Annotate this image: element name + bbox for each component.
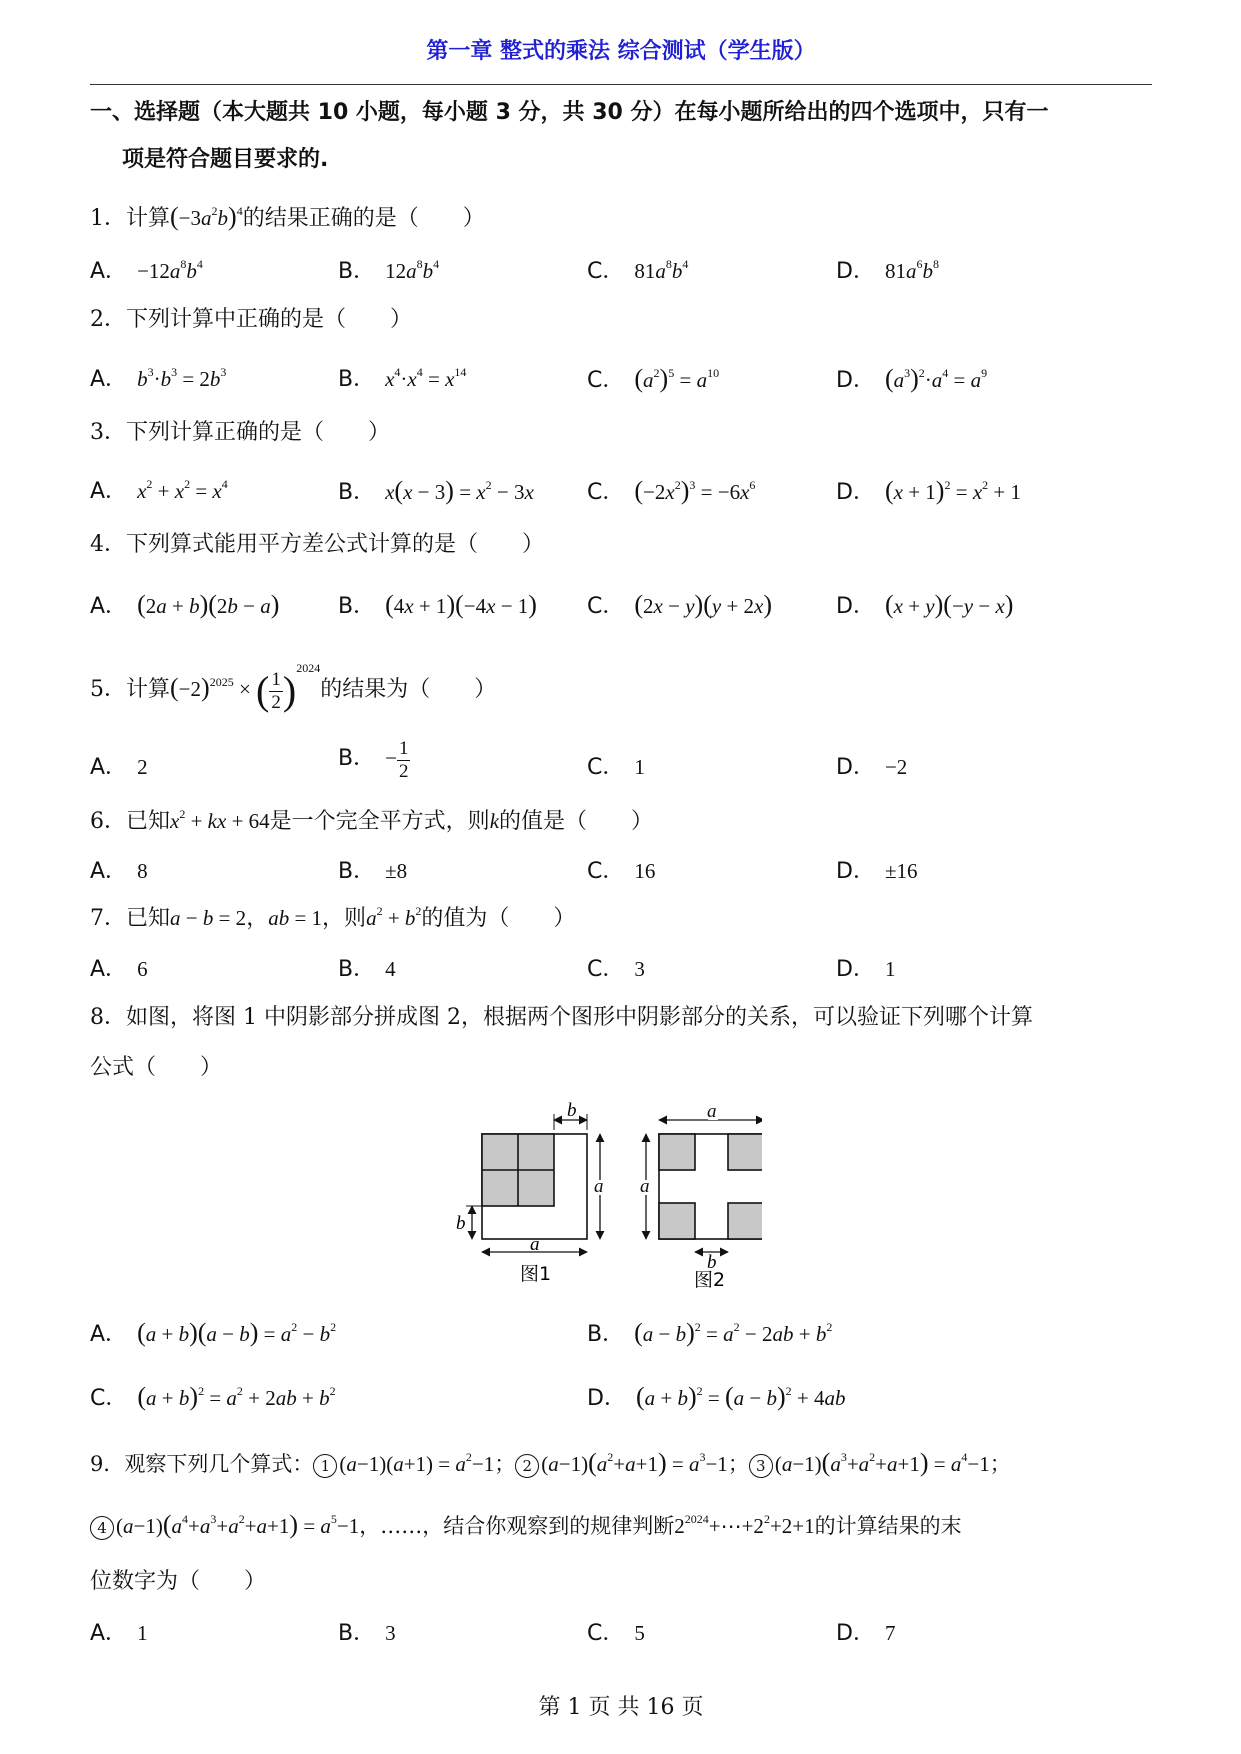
- question-7-stem: 7．已知a − b = 2，ab = 1，则$a^2 + b^2$的值为（ ）: [90, 904, 576, 931]
- q5-option-d[interactable]: D． −2: [836, 755, 908, 780]
- q4-option-c[interactable]: C． (2x − y)(y + 2x): [587, 590, 773, 619]
- document-title: 第一章 整式的乘法 综合测试（学生版）: [426, 39, 816, 64]
- question-9-stem-line3: 位数字为（ ）: [90, 1569, 267, 1594]
- q8-figure: [432, 1100, 762, 1290]
- q4-option-d[interactable]: D． (x + y)(−y − x): [836, 590, 1014, 619]
- q7-option-c[interactable]: C． 3: [587, 957, 645, 982]
- q1-option-c[interactable]: C． $81a^8b^4$: [587, 257, 689, 284]
- fig2-label-a-left: a: [640, 1176, 650, 1197]
- q2-option-c[interactable]: C． $(a^2)^5 = a^{10}$: [587, 364, 720, 393]
- figure-2: [640, 1101, 762, 1290]
- question-1-stem: 1．计算$(-3a^2b)^4$的结果正确的是（ ）: [90, 202, 485, 231]
- q1-option-d[interactable]: D． $81a^6b^8$: [836, 257, 939, 284]
- fig1-label-a-bottom: a: [530, 1234, 540, 1255]
- q8-option-c[interactable]: C． $(a + b)^2 = a^2 + 2ab + b^2$: [90, 1382, 336, 1411]
- q2-option-d[interactable]: D． $(a^3)^2\cdot a^4 = a^9$: [836, 364, 988, 393]
- q9-option-b[interactable]: B． 3: [338, 1621, 396, 1646]
- q5-option-a[interactable]: A． 2: [90, 755, 148, 780]
- question-5-stem: 5．计算$(-2)^{2025}$ × ( $\frac{1}{2}$ )$^{2024}$的结果为（ ）: [90, 661, 497, 714]
- q6-option-d[interactable]: D． ±16: [836, 859, 918, 884]
- q7-option-a[interactable]: A． 6: [90, 957, 148, 982]
- question-8-stem-line2: 公式（ ）: [90, 1055, 223, 1080]
- question-4-stem: 4．下列算式能用平方差公式计算的是（ ）: [90, 532, 544, 557]
- figure-1: [456, 1100, 604, 1285]
- q3-option-c[interactable]: C． $(-2x^2)^3 = -6x^6$: [587, 476, 756, 505]
- question-9-stem-line1: 9．观察下列几个算式： 1 $(a-1)(a+1) = a^2-1$； 2 $(a-1)(a^2+a+1) = a^3-1$； 3 $(a-1)(a^3+a^2+a+1) = a^4-1$；: [90, 1448, 1011, 1477]
- fig1-caption: 图1: [520, 1263, 552, 1285]
- question-6-stem: 6．已知$x^2$ + kx + 64是一个完全平方式，则k的值是（ ）: [90, 807, 654, 834]
- q7-option-d[interactable]: D． 1: [836, 957, 896, 982]
- question-9-stem-line2: 4 $(a-1)(a^4+a^3+a^2+a+1) = a^5-1$，……，结合你观察到的规律判断$2^{2024}+\cdots+2^2+2+1$的计算结果的末: [90, 1510, 962, 1541]
- fig1-label-b-top: b: [567, 1100, 577, 1121]
- q8-option-a[interactable]: A． $(a + b)(a - b) = a^2 - b^2$: [90, 1318, 337, 1347]
- page-number: 第 1 页 共 16 页: [538, 1695, 704, 1720]
- q6-option-b[interactable]: B． ±8: [338, 859, 408, 884]
- q6-option-a[interactable]: A． 8: [90, 859, 148, 884]
- q4-option-a[interactable]: A． (2a + b)(2b − a): [90, 590, 280, 619]
- q3-option-d[interactable]: D． $(x + 1)^2 = x^2 + 1$: [836, 476, 1021, 505]
- q5-option-c[interactable]: C． 1: [587, 755, 645, 780]
- q3-option-b[interactable]: B． $x(x - 3) = x^2 - 3x$: [338, 476, 534, 505]
- header-rule: [90, 84, 1152, 85]
- question-8-stem-line1: 8．如图，将图 1 中阴影部分拼成图 2，根据两个图形中阴影部分的关系，可以验证下列哪个计算: [90, 1005, 1033, 1030]
- fig1-label-a-right: a: [594, 1176, 604, 1197]
- q9-option-c[interactable]: C． 5: [587, 1621, 645, 1646]
- q5-option-b[interactable]: B． − $\frac{1}{2}$: [338, 738, 409, 782]
- q9-option-a[interactable]: A． 1: [90, 1621, 148, 1646]
- q3-option-a[interactable]: A． $x^2 + x^2 = x^4$: [90, 477, 228, 504]
- section-title-line2: 项是符合题目要求的.: [122, 147, 329, 172]
- fig2-caption: 图2: [694, 1269, 726, 1290]
- question-3-stem: 3．下列计算正确的是（ ）: [90, 420, 390, 445]
- q4-option-b[interactable]: B． (4x + 1)(−4x − 1): [338, 590, 537, 619]
- q8-option-d[interactable]: D． $(a + b)^2 = (a - b)^2 + 4ab$: [587, 1382, 846, 1411]
- q9-option-d[interactable]: D． 7: [836, 1621, 896, 1646]
- q2-option-a[interactable]: A． $b^3\cdot b^3 = 2b^3$: [90, 365, 227, 392]
- fig1-label-b-left: b: [456, 1213, 466, 1234]
- q2-option-b[interactable]: B． $x^4\cdot x^4 = x^{14}$: [338, 365, 467, 392]
- fig2-label-b-bottom: b: [707, 1252, 717, 1273]
- question-2-stem: 2．下列计算中正确的是（ ）: [90, 307, 412, 332]
- q1-option-b[interactable]: B． $12a^8b^4$: [338, 257, 440, 284]
- q6-option-c[interactable]: C． 16: [587, 859, 656, 884]
- fig2-label-a-top: a: [707, 1101, 717, 1122]
- section-title-line1: 一、选择题（本大题共 10 小题，每小题 3 分，共 30 分）在每小题所给出的四个选项中，只有一: [90, 100, 1049, 125]
- q7-option-b[interactable]: B． 4: [338, 957, 396, 982]
- q8-option-b[interactable]: B． $(a - b)^2 = a^2 - 2ab + b^2$: [587, 1318, 833, 1347]
- q1-option-a[interactable]: A． $-12a^8b^4$: [90, 257, 203, 284]
